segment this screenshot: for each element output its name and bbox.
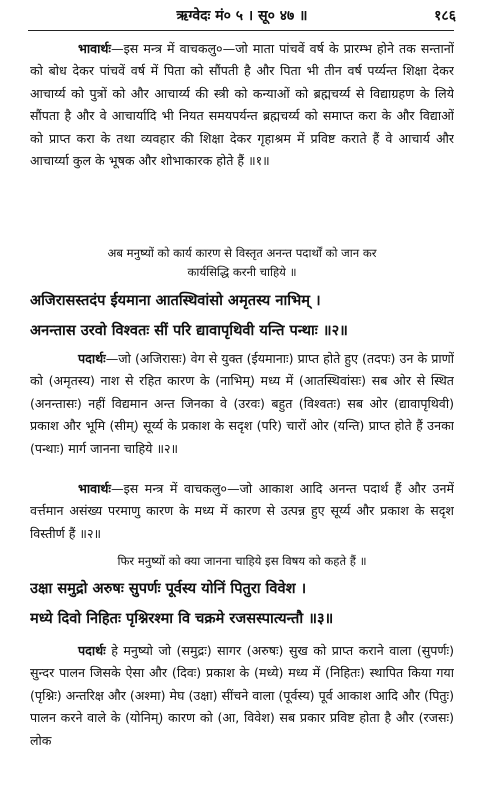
intro-note-2: [30, 552, 454, 571]
page-number: १८६: [434, 8, 456, 24]
intro-note-line: अब मनुष्यों को कार्य कारण से विस्तृत अनन्त पदार्थों को जान कर: [107, 246, 377, 260]
page-header: [0, 6, 484, 28]
mantra-line: अनन्तास उरवो विश्वतः सीं परि द्यावापृथिवी यन्ति पन्थाः ॥२॥: [30, 322, 348, 339]
header-rule: [28, 30, 454, 31]
padartha-label: पदार्थः: [78, 643, 106, 658]
bhavartha-text: —इस मन्त्र में वाचकलु०—जो माता पांचवें वर्ष के प्रारम्भ होने तक सन्तानों को बोध देकर पांचवें वर्ष में पिता को सौंपती है और पिता भी तीन वर्ष पर्य्यन्त शिक्षा देकर आचार्य्य को पुत्रों को और आचार्य्य की स्त्री को कन्याओं को ब्रह्मचर्य्य से विद्याग्रहण के लिये सौंपता है और वे आचार्यादि भी नियत समयपर्यन्त ब्रह्मचर्य्य को समाप्त करा के और विद्याओं को प्राप्त करा के तथा व्यवहार की शिक्षा देकर गृहाश्रम में प्रविष्ट कराते हैं वे आचार्य और आचार्य्या कुल के भूषक और शोभाकारक होते हैं ॥१॥: [30, 41, 454, 169]
mantra-line: अजिरासस्तदंप ईयमाना आतस्थिवांसो अमृतस्य नाभिम् ।: [30, 292, 321, 309]
intro-note-line: कार्यसिद्धि करनी चाहिये ॥: [187, 265, 297, 279]
bhavartha-paragraph-1: [30, 38, 454, 172]
mantra-line: उक्षा समुद्रो अरुषः सुपर्णः पूर्वस्य योनिं पितुरा विवेश ।: [30, 580, 307, 597]
bhavartha-paragraph-2: [30, 478, 454, 545]
bhavartha-label: भावार्थः: [78, 41, 111, 56]
padartha-paragraph-2: [30, 348, 454, 460]
bhavartha-text: —इस मन्त्र में वाचकलु०—जो आकाश आदि अनन्त पदार्थ हैं और उनमें वर्त्तमान असंख्य परमाणु कारण के मध्य में कारण से उत्पन्न हुए सूर्य्य और प्रकाश के सदृश विस्तीर्ण हैं ॥२॥: [30, 481, 454, 541]
intro-note-line: फिर मनुष्यों को क्या जानना चाहिये इस विषय को कहते हैं ॥: [117, 554, 367, 568]
padartha-paragraph-3: [30, 640, 454, 780]
mantra-line: मध्ये दिवो निहितः पृश्निरश्मा वि चक्रमे रजसस्पात्यन्तौ ॥३॥: [30, 610, 334, 627]
intro-note-1: [30, 244, 454, 282]
mantra-2: [30, 286, 454, 346]
bhavartha-label: भावार्थः: [78, 481, 111, 496]
running-title: ऋग्वेदः मं० ५ । सू० ४७ ॥: [176, 8, 308, 24]
padartha-label: पदार्थः: [78, 351, 106, 366]
mantra-3: [30, 574, 454, 634]
padartha-text: हे मनुष्यो जो (समुद्रः) सागर (अरुषः) सुख को प्राप्त कराने वाला (सुपर्णः) सुन्दर पालन जिसके ऐसा और (दिवः) प्रकाश के (मध्ये) मध्य में (निहितः) स्थापित किया गया (पृश्निः) अन्तरिक्ष और (अश्मा) मेघ (उक्षा) सींचने वाला (पूर्वस्य) पूर्व आकाश आदि और (पितुः) पालन करने वाले के (योनिम्) कारण को (आ, विवेश) सब प्रकार प्रविष्ट होता है और (रजसः) लोक: [30, 643, 454, 748]
padartha-text: —जो (अजिरासः) वेग से युक्त (ईयमानाः) प्राप्त होते हुए (तदपः) उन के प्राणों को (अमृतस्य) नाश से रहित कारण के (नाभिम्) मध्य में (आतस्थिवांसः) सब ओर से स्थित (अनन्तासः) नहीं विद्यमान अन्त जिनका वे (उरवः) बहुत (विश्वतः) सब ओर (द्यावापृथिवी) प्रकाश और भूमि (सीम्) सूर्य्य के प्रकाश के सदृश (परि) चारों ओर (यन्ति) प्राप्त होते हैं उनका (पन्थाः) मार्ग जानना चाहिये ॥२॥: [30, 351, 454, 456]
